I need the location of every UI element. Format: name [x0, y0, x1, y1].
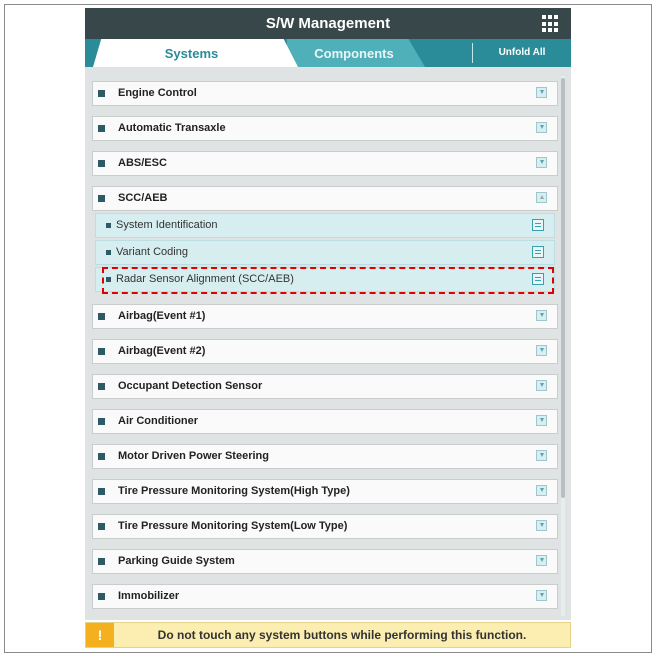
bullet-icon	[98, 593, 105, 600]
bullet-icon	[98, 160, 105, 167]
system-row-air-conditioner[interactable]	[92, 409, 558, 434]
system-row-scc-aeb[interactable]	[92, 186, 558, 211]
tab-bar	[85, 39, 571, 67]
tab-systems[interactable]: Systems	[164, 46, 219, 61]
title-bar	[85, 8, 571, 39]
divider	[472, 43, 473, 63]
system-row-tpms-low[interactable]	[92, 514, 558, 539]
system-row-occupant-detection-sensor[interactable]	[92, 374, 558, 399]
system-row-engine-control[interactable]	[92, 81, 558, 106]
grid-menu-icon[interactable]	[541, 14, 561, 34]
expand-icon[interactable]	[536, 157, 547, 168]
system-label: Occupant Detection Sensor	[118, 380, 263, 392]
highlight-box	[102, 267, 554, 294]
system-label: Airbag(Event #1)	[118, 310, 206, 322]
function-label: Variant Coding	[116, 246, 188, 258]
tab-components[interactable]: Components	[314, 46, 394, 61]
scrollbar-thumb[interactable]	[561, 78, 565, 498]
system-row-tpms-high[interactable]	[92, 479, 558, 504]
unfold-all-button[interactable]: Unfold All	[498, 47, 546, 58]
bullet-icon	[98, 195, 105, 202]
system-row-automatic-transaxle[interactable]	[92, 116, 558, 141]
system-label: SCC/AEB	[118, 192, 168, 204]
bullet-icon	[98, 90, 105, 97]
expand-icon[interactable]	[536, 345, 547, 356]
bullet-icon	[98, 523, 105, 530]
bullet-icon	[98, 453, 105, 460]
expand-icon[interactable]	[536, 122, 547, 133]
bullet-icon	[98, 558, 105, 565]
system-label: Motor Driven Power Steering	[118, 450, 269, 462]
bullet-icon	[98, 488, 105, 495]
system-row-abs-esc[interactable]	[92, 151, 558, 176]
system-row-parking-guide-system[interactable]	[92, 549, 558, 574]
expand-icon[interactable]	[536, 520, 547, 531]
expand-icon[interactable]	[536, 415, 547, 426]
system-label: Airbag(Event #2)	[118, 345, 206, 357]
expand-icon[interactable]	[536, 310, 547, 321]
function-row-system-identification[interactable]	[95, 213, 555, 238]
document-icon[interactable]	[532, 246, 544, 258]
expand-icon[interactable]	[536, 485, 547, 496]
bullet-icon	[98, 125, 105, 132]
sw-management-app	[85, 8, 571, 620]
system-label: Automatic Transaxle	[118, 122, 226, 134]
system-label: Parking Guide System	[118, 555, 235, 567]
document-icon[interactable]	[532, 219, 544, 231]
expand-icon[interactable]	[536, 380, 547, 391]
function-label: System Identification	[116, 219, 218, 231]
system-row-airbag-event-1[interactable]	[92, 304, 558, 329]
system-row-motor-driven-power-steering[interactable]	[92, 444, 558, 469]
bullet-icon	[106, 223, 111, 228]
expand-icon[interactable]	[536, 555, 547, 566]
system-label: Air Conditioner	[118, 415, 199, 427]
system-label: Tire Pressure Monitoring System(High Type)	[118, 485, 350, 497]
system-label: Immobilizer	[118, 590, 180, 602]
warning-icon: !	[86, 623, 114, 647]
expand-icon[interactable]	[536, 590, 547, 601]
system-label: Tire Pressure Monitoring System(Low Type)	[118, 520, 348, 532]
system-label: Engine Control	[118, 87, 197, 99]
collapse-icon[interactable]	[536, 192, 547, 203]
bullet-icon	[98, 313, 105, 320]
function-label: Radar Sensor Alignment (SCC/AEB)	[116, 273, 294, 285]
warning-banner	[85, 622, 571, 648]
function-row-variant-coding[interactable]	[95, 240, 555, 265]
expand-icon[interactable]	[536, 87, 547, 98]
system-label: ABS/ESC	[118, 157, 167, 169]
bullet-icon	[98, 383, 105, 390]
system-row-immobilizer[interactable]	[92, 584, 558, 609]
bullet-icon	[98, 348, 105, 355]
system-row-airbag-event-2[interactable]	[92, 339, 558, 364]
bullet-icon	[98, 418, 105, 425]
expand-icon[interactable]	[536, 450, 547, 461]
bullet-icon	[106, 250, 111, 255]
page-title: S/W Management	[265, 15, 391, 32]
warning-text: Do not touch any system buttons while performing this function.	[157, 628, 527, 642]
